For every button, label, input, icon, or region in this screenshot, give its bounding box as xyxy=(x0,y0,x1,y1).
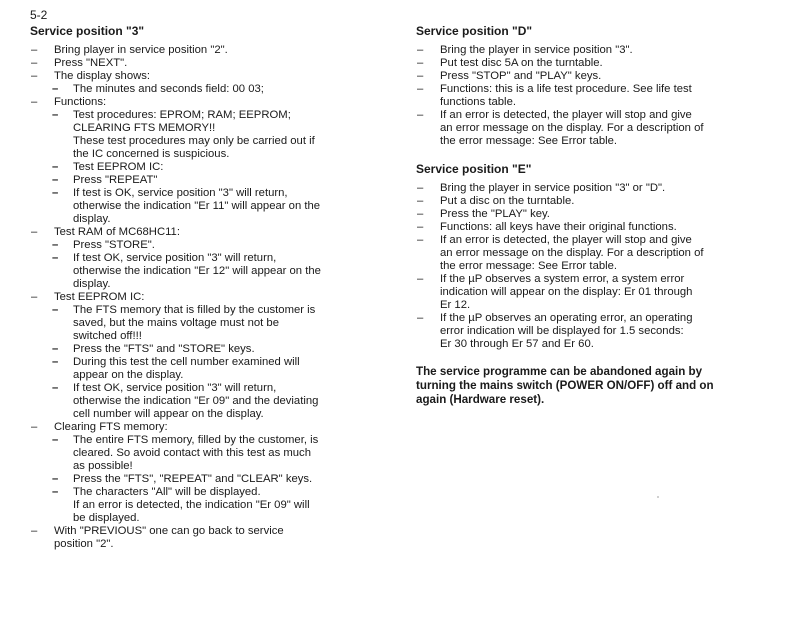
list-item-text: If the µP observes an operating error, an operating error indication will be displayed for 1.5 seconds: Er 30 through Er 57 and Er 60. xyxy=(440,312,693,350)
dash-bullet: – xyxy=(52,161,59,173)
list-item xyxy=(30,226,380,239)
section-heading-position-d: Service position "D" xyxy=(416,24,533,38)
dash-bullet: – xyxy=(52,356,59,368)
list-item-text: Test EEPROM IC: xyxy=(54,291,145,303)
list-item xyxy=(30,70,380,83)
dash-bullet: – xyxy=(52,187,59,199)
list-item-text: Press the "FTS", "REPEAT" and "CLEAR" keys. xyxy=(73,473,313,485)
dash-bullet: – xyxy=(52,304,59,316)
dash-bullet: – xyxy=(417,182,424,194)
list-item xyxy=(416,221,766,234)
list-item xyxy=(30,304,380,343)
list-item-text: Put test disc 5A on the turntable. xyxy=(440,57,603,69)
dash-bullet: – xyxy=(417,195,424,207)
dash-bullet: – xyxy=(52,174,59,186)
dash-bullet: – xyxy=(417,70,424,82)
dash-bullet: – xyxy=(417,44,424,56)
list-item xyxy=(30,382,380,421)
list-item xyxy=(30,239,380,252)
list-item-text: With "PREVIOUS" one can go back to service position "2". xyxy=(54,525,284,550)
list-item xyxy=(30,473,380,486)
list-item xyxy=(30,161,380,174)
list-item-text: Clearing FTS memory: xyxy=(54,421,168,433)
list-item xyxy=(416,273,766,312)
list-item-text: Bring the player in service position "3". xyxy=(440,44,633,56)
list-item xyxy=(30,525,380,551)
scan-speck xyxy=(657,496,659,498)
list-item xyxy=(416,57,766,70)
list-item-text: Functions: this is a life test procedure. See life test functions table. xyxy=(440,83,692,108)
dash-bullet: – xyxy=(417,83,424,95)
list-item xyxy=(30,343,380,356)
list-item-text: Bring player in service position "2". xyxy=(54,44,228,56)
dash-bullet: – xyxy=(417,273,424,285)
list-item-text: During this test the cell number examined will appear on the display. xyxy=(73,356,300,381)
dash-bullet: – xyxy=(417,221,424,233)
section-heading-position-e: Service position "E" xyxy=(416,162,532,176)
list-item xyxy=(416,109,766,148)
list-item-text: The entire FTS memory, filled by the customer, is cleared. So avoid contact with this test as much as possible! xyxy=(73,434,319,472)
list-item xyxy=(416,234,766,273)
dash-bullet: – xyxy=(417,234,424,246)
list-item xyxy=(30,434,380,473)
dash-bullet: – xyxy=(52,473,59,485)
list-item xyxy=(416,70,766,83)
list-item-text: Press the "FTS" and "STORE" keys. xyxy=(73,343,255,355)
list-item-text: Functions: all keys have their original functions. xyxy=(440,221,677,233)
dash-bullet: – xyxy=(52,343,59,355)
list-item xyxy=(30,486,380,525)
dash-bullet: – xyxy=(31,96,38,108)
list-item-text: Press "NEXT". xyxy=(54,57,128,69)
list-item xyxy=(30,252,380,291)
dash-bullet: – xyxy=(52,486,59,498)
list-item xyxy=(30,291,380,304)
dash-bullet: – xyxy=(31,525,38,537)
dash-bullet: – xyxy=(52,109,59,121)
dash-bullet: – xyxy=(417,57,424,69)
right-column xyxy=(416,24,766,407)
left-column xyxy=(30,24,380,551)
list-item xyxy=(416,195,766,208)
dash-bullet: – xyxy=(31,421,38,433)
list-item xyxy=(30,109,380,161)
dash-bullet: – xyxy=(417,109,424,121)
list-item-text: Put a disc on the turntable. xyxy=(440,195,575,207)
list-item-text: If the µP observes a system error, a system error indication will appear on the display: Er 01 through Er 12. xyxy=(440,273,693,311)
list-item xyxy=(30,174,380,187)
list-item-text: Press "STOP" and "PLAY" keys. xyxy=(440,70,602,82)
list-item xyxy=(30,57,380,70)
dash-bullet: – xyxy=(31,70,38,82)
list-item-text: Press "STORE". xyxy=(73,239,155,251)
list-item xyxy=(30,187,380,226)
list-item-text: The FTS memory that is filled by the customer is saved, but the mains voltage must not be switched off!!! xyxy=(73,304,316,342)
list-item xyxy=(416,83,766,109)
list-item-text: Press the "PLAY" key. xyxy=(440,208,550,220)
list-item-text: Bring the player in service position "3" or "D". xyxy=(440,182,666,194)
list-item-text: If an error is detected, the player will stop and give an error message on the display. For a description of the error message: See Error table. xyxy=(440,109,704,147)
page-number: 5-2 xyxy=(30,8,48,22)
dash-bullet: – xyxy=(417,208,424,220)
list-item-text: The characters "All" will be displayed. If an error is detected, the indication "Er 09" will be displayed. xyxy=(73,486,310,524)
dash-bullet: – xyxy=(52,83,59,95)
list-item xyxy=(30,96,380,109)
dash-bullet: – xyxy=(31,291,38,303)
position-d-steps xyxy=(416,44,766,148)
list-item-text: If test OK, service position "3" will return, otherwise the indication "Er 12" will appear on the display. xyxy=(73,252,321,290)
list-item xyxy=(416,182,766,195)
list-item-text: Test procedures: EPROM; RAM; EEPROM; CLEARING FTS MEMORY!! These test procedures may only be carried out if the IC concerned is suspicious. xyxy=(73,109,315,160)
position-3-steps xyxy=(30,44,380,551)
dash-bullet: – xyxy=(52,252,59,264)
list-item-text: Press "REPEAT" xyxy=(73,174,158,186)
dash-bullet: – xyxy=(31,226,38,238)
dash-bullet: – xyxy=(52,382,59,394)
list-item xyxy=(416,312,766,351)
list-item-text: If test is OK, service position "3" will return, otherwise the indication "Er 11" will appear on the display. xyxy=(73,187,321,225)
service-programme-note: The service programme can be abandoned again by turning the mains switch (POWER ON/OFF) off and on again (Hardware reset). xyxy=(416,365,714,406)
list-item xyxy=(416,208,766,221)
list-item-text: The display shows: xyxy=(54,70,151,82)
dash-bullet: – xyxy=(31,57,38,69)
list-item-text: Test EEPROM IC: xyxy=(73,161,164,173)
dash-bullet: – xyxy=(31,44,38,56)
list-item-text: Test RAM of MC68HC11: xyxy=(54,226,180,238)
list-item-text: Functions: xyxy=(54,96,107,108)
list-item xyxy=(30,83,380,96)
list-item xyxy=(416,44,766,57)
list-item-text: The minutes and seconds field: 00 03; xyxy=(73,83,264,95)
list-item-text: If test OK, service position "3" will return, otherwise the indication "Er 09" and the deviating cell number will appear on the display. xyxy=(73,382,319,420)
dash-bullet: – xyxy=(417,312,424,324)
list-item xyxy=(30,421,380,434)
dash-bullet: – xyxy=(52,239,59,251)
section-heading-position-3: Service position "3" xyxy=(30,24,145,38)
list-item xyxy=(30,356,380,382)
dash-bullet: – xyxy=(52,434,59,446)
list-item xyxy=(30,44,380,57)
position-e-steps xyxy=(416,182,766,351)
list-item-text: If an error is detected, the player will stop and give an error message on the display. For a description of the error message: See Error table. xyxy=(440,234,704,272)
